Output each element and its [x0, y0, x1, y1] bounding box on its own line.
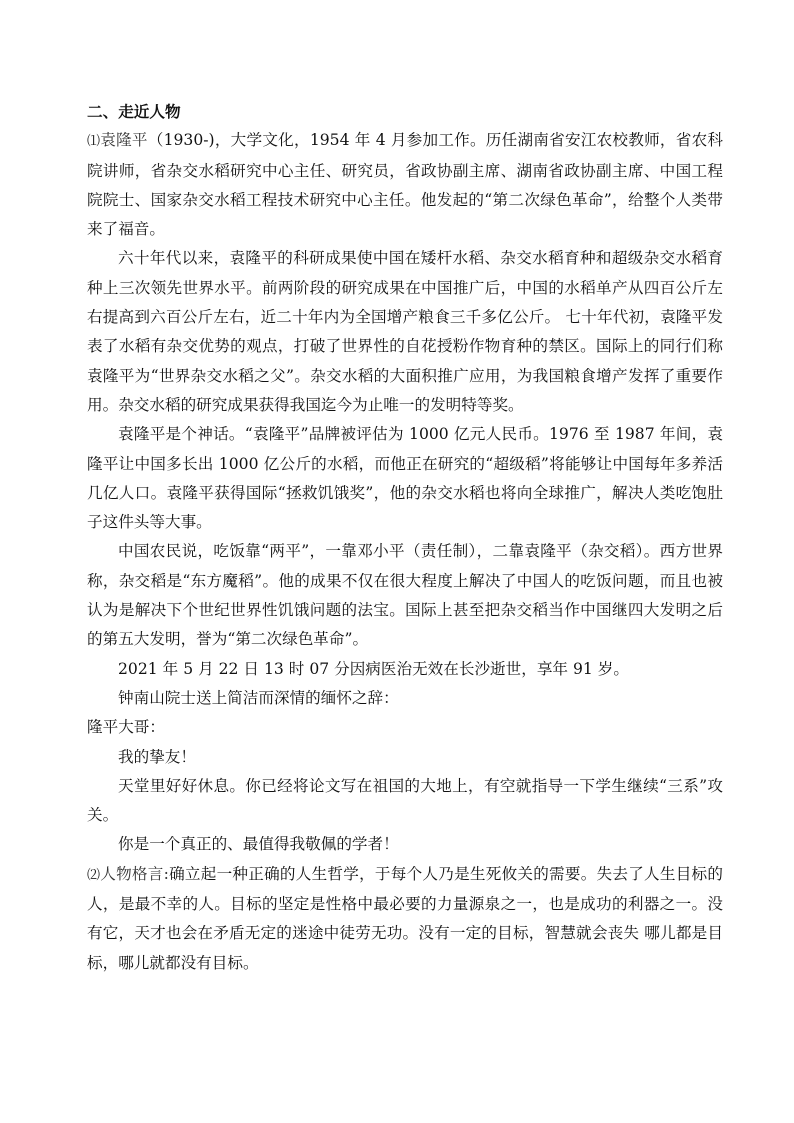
item1-paragraph	[87, 126, 723, 244]
paragraph-tribute-intro: 钟南山院士送上简洁而深情的缅怀之辞：	[118, 688, 399, 707]
item1-marker: ⑴	[87, 134, 101, 150]
paragraph-legend: 袁隆平是个神话。“袁隆平”品牌被评估为 1000 亿元人民币。1976 至 1987 年间，袁隆平让中国多长出 1000 亿公斤的水稻，而他正在研究的“超级稻”将能够让中国每年多养活几亿人口。袁隆平获得国际“拯救饥饿奖”，他的杂交水稻也将向全球推广，解决人类吃饱肚子这件头等大事。	[87, 425, 723, 532]
paragraph-death: 2021 年 5 月 22 日 13 时 07 分因病医治无效在长沙逝世，享年 91 岁。	[118, 659, 629, 678]
paragraph-farmers: 中国农民说，吃饭靠“两平”，一靠邓小平（责任制），二靠袁隆平（杂交稻）。西方世界称，杂交稻是“东方魔稻”。他的成果不仅在很大程度上解决了中国人的吃饭问题，而且也被认为是解决下个世纪世界性饥饿问题的法宝。国际上甚至把杂交稻当作中国继四大发明之后的第五大发明，誉为“第二次绿色革命”。	[87, 542, 723, 649]
item1-text: （1930-)，大学文化，1954 年 4 月参加工作。历任湖南省安江农校教师，省农科院讲师，省杂交水稻研究中心主任、研究员，省政协副主席、湖南省政协副主席、中国工程院院士、国家杂交水稻工程技术研究中心主任。他发起的“第二次绿色革命”，给整个人类带来了福音。	[87, 131, 723, 239]
item2-text: 确立起一种正确的人生哲学，于每个人乃是生死攸关的需要。失去了人生目标的人，是最不幸的人。目标的坚定是性格中最必要的力量源泉之一，也是成功的利器之一。没有它，天才也会在矛盾无定的迷途中徒劳无功。没有一定的目标，智慧就会丧失 哪儿都是目标，哪儿就都没有目标。	[87, 864, 723, 972]
letter-line-friend: 我的挚友！	[118, 747, 196, 766]
letter-line-scholar: 你是一个真正的、最值得我敬佩的学者！	[118, 835, 399, 854]
paragraph-achievements: 六十年代以来，袁隆平的科研成果使中国在矮杆水稻、杂交水稻育种和超级杂交水稻育种上三次领先世界水平。前两阶段的研究成果在中国推广后，中国的水稻单产从四百公斤左右提高到六百公斤左右，近二十年内为全国增产粮食三千多亿公斤。 七十年代初，袁隆平发表了水稻有杂交优势的观点，打破了世界性的自花授粉作物育种的禁区。国际上的同行们称袁隆平为“世界杂交水稻之父”。杂交水稻的大面积推广应用，为我国粮食增产发挥了重要作用。杂交水稻的研究成果获得我国迄今为止唯一的发明特等奖。	[87, 249, 723, 414]
item2-paragraph	[87, 860, 723, 978]
letter-salutation: 隆平大哥：	[87, 718, 165, 737]
letter-line-heaven: 天堂里好好休息。你已经将论文写在祖国的大地上，有空就指导一下学生继续“三系”攻关。	[87, 776, 723, 825]
document-content	[87, 97, 723, 978]
person-name: 袁隆平	[100, 131, 148, 150]
item2-marker: ⑵	[87, 867, 101, 883]
section-heading: 二、走近人物	[87, 102, 181, 121]
quote-label: 人物格言:	[100, 864, 169, 883]
